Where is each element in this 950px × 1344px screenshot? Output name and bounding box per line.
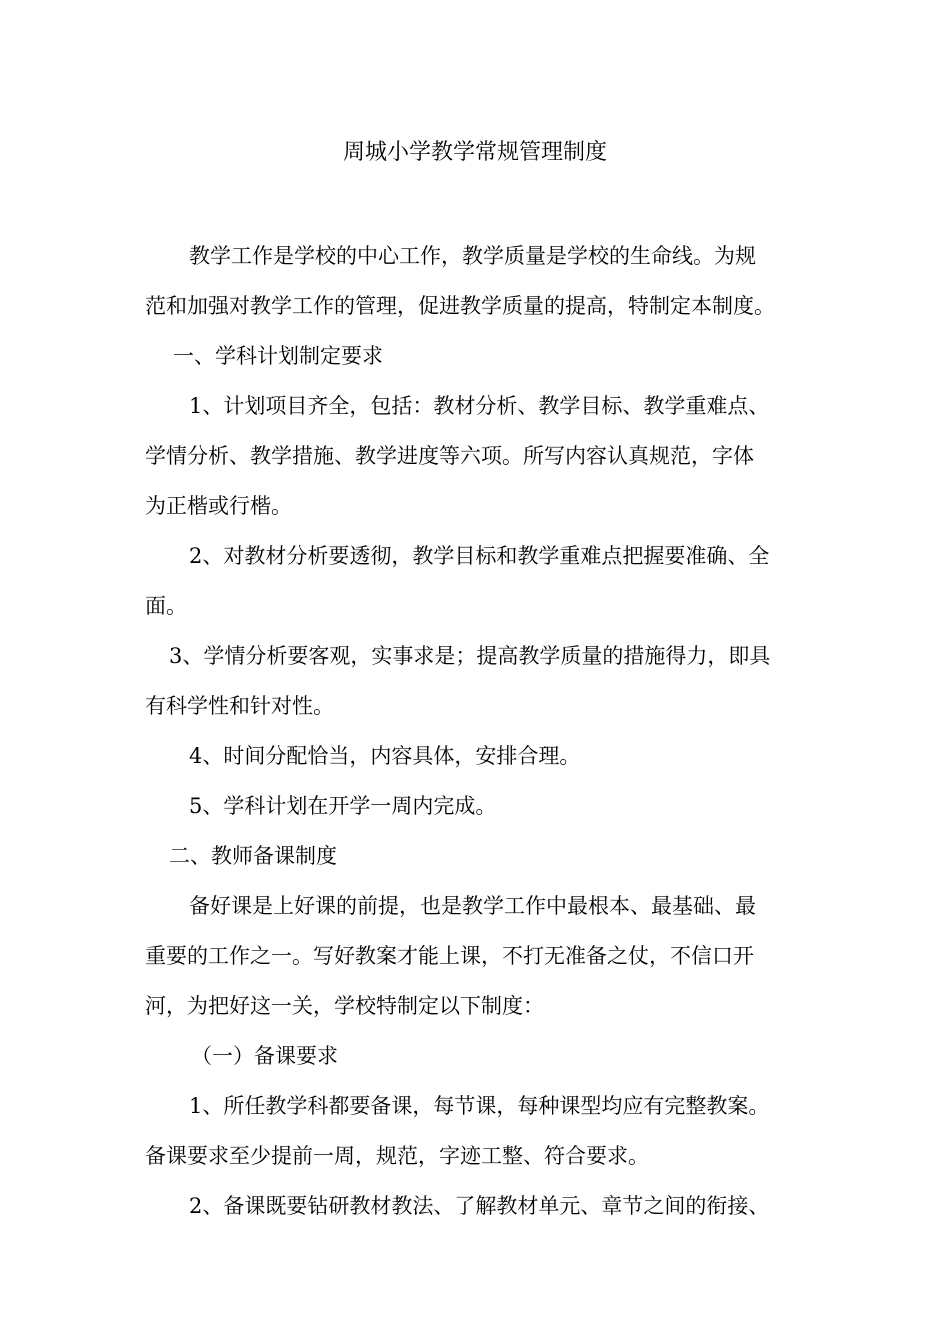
paragraph-line: 为正楷或行楷。 xyxy=(145,494,292,518)
paragraph-line: 学情分析、教学措施、教学进度等六项。所写内容认真规范，字体 xyxy=(145,444,754,468)
paragraph-line: 4、时间分配恰当，内容具体，安排合理。 xyxy=(189,744,581,768)
paragraph-line: 1、计划项目齐全，包括：教材分析、教学目标、教学重难点、 xyxy=(189,394,770,418)
paragraph-line: 3、学情分析要客观，实事求是；提高教学质量的措施得力，即具 xyxy=(169,644,771,668)
paragraph-line: 河，为把好这一关，学校特制定以下制度： xyxy=(145,994,544,1018)
paragraph-line: 5、学科计划在开学一周内完成。 xyxy=(189,794,497,818)
subsection-heading: （一）备课要求 xyxy=(191,1044,338,1068)
document-title: 周城小学教学常规管理制度 xyxy=(342,140,607,165)
paragraph-line: 1、所任教学科都要备课，每节课，每种课型均应有完整教案。 xyxy=(189,1094,770,1118)
paragraph-line: 面。 xyxy=(145,594,187,618)
paragraph-line: 2、备课既要钻研教材教法、了解教材单元、章节之间的衔接、 xyxy=(189,1194,770,1218)
section-heading: 二、教师备课制度 xyxy=(169,844,337,868)
paragraph-line: 范和加强对教学工作的管理，促进教学质量的提高，特制定本制度。 xyxy=(145,294,775,318)
paragraph-line: 2、对教材分析要透彻，教学目标和教学重难点把握要准确、全 xyxy=(189,544,770,568)
paragraph-line: 重要的工作之一。写好教案才能上课，不打无准备之仗，不信口开 xyxy=(145,944,754,968)
paragraph-line: 备好课是上好课的前提，也是教学工作中最根本、最基础、最 xyxy=(189,894,756,918)
document-body xyxy=(145,231,810,1231)
paragraph-line: 备课要求至少提前一周，规范，字迹工整、符合要求。 xyxy=(145,1144,649,1168)
paragraph-line: 有科学性和针对性。 xyxy=(145,694,334,718)
paragraph-line: 教学工作是学校的中心工作，教学质量是学校的生命线。为规 xyxy=(189,244,756,268)
section-heading: 一、学科计划制定要求 xyxy=(173,344,383,368)
